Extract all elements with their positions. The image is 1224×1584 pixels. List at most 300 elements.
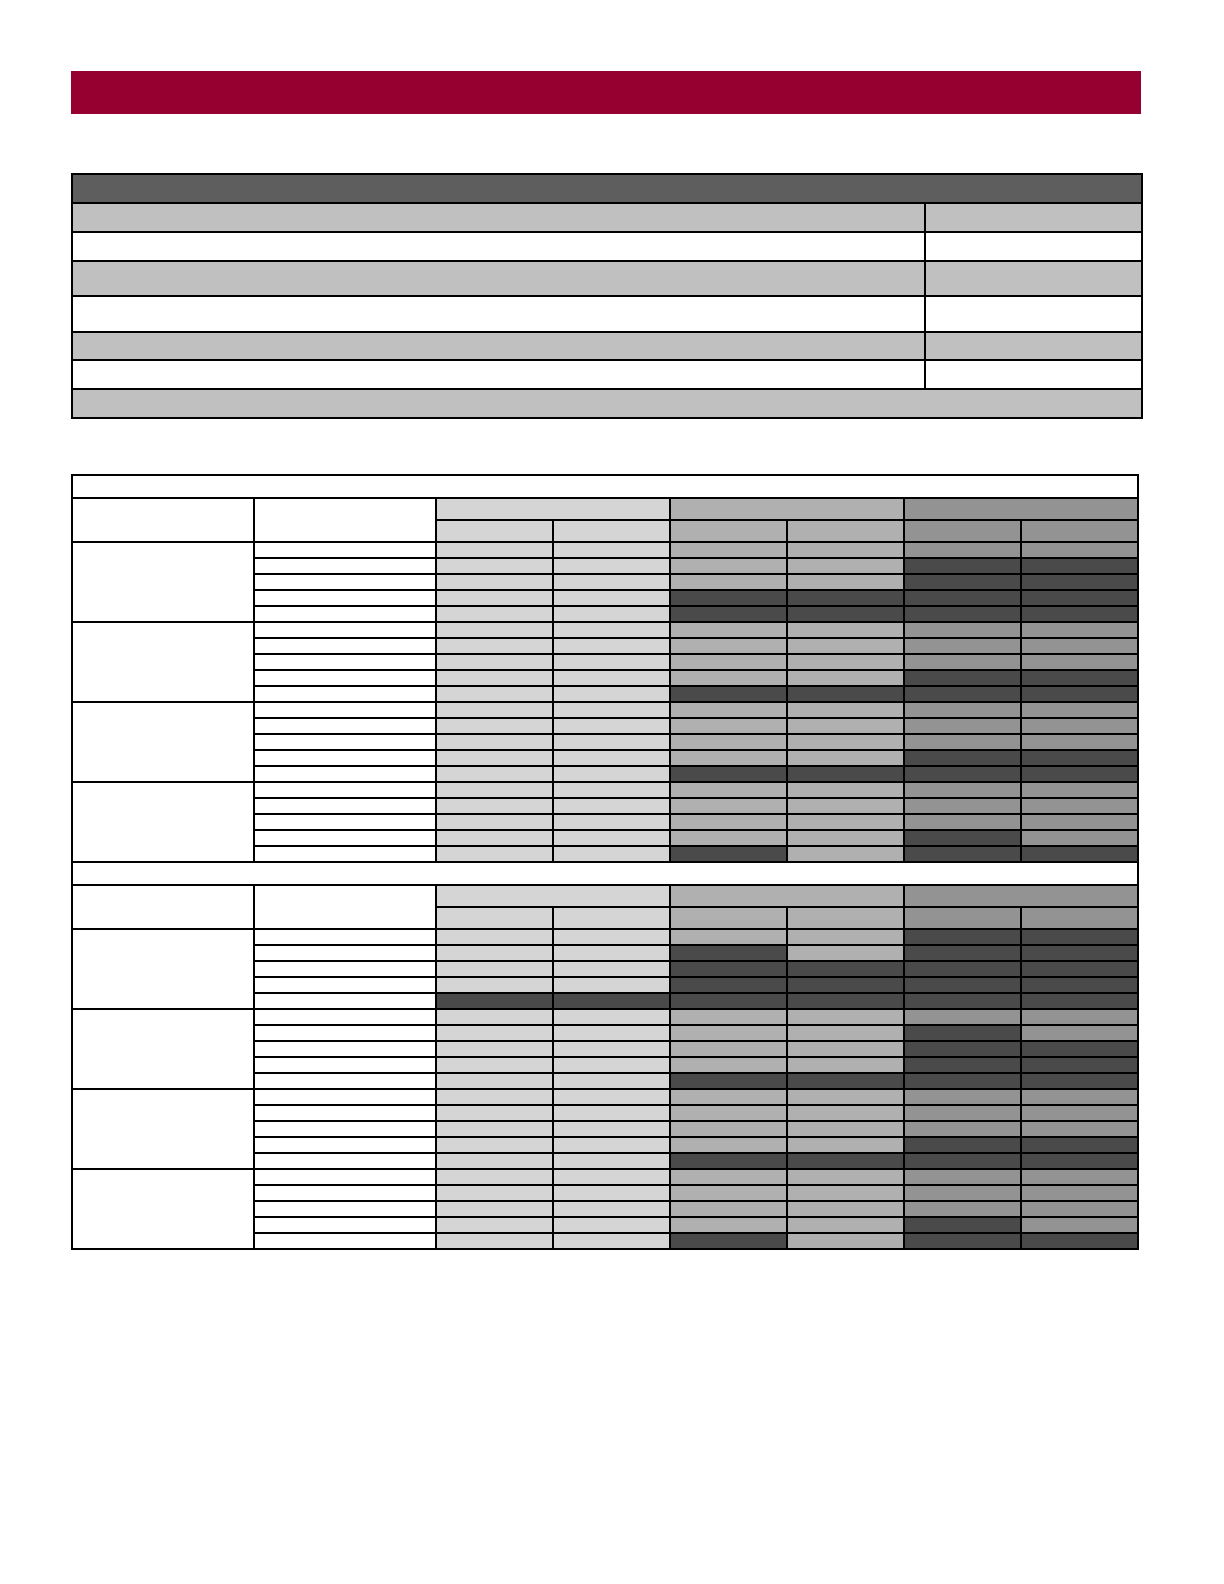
rating-cell	[1021, 1009, 1138, 1025]
rating-cell	[553, 1009, 670, 1025]
rating-cell	[1021, 1057, 1138, 1073]
rating-cell	[1021, 1105, 1138, 1121]
row-label-cell	[254, 1201, 436, 1217]
row-header-cell	[72, 498, 254, 542]
summary-table	[71, 173, 1143, 419]
rating-cell	[670, 670, 787, 686]
summary-label-cell	[72, 261, 925, 296]
summary-label-cell	[72, 360, 925, 389]
rating-cell	[670, 782, 787, 798]
row-label-cell	[254, 1233, 436, 1249]
rating-cell	[553, 830, 670, 846]
row-label-cell	[254, 1057, 436, 1073]
rating-cell	[1021, 782, 1138, 798]
section-title-cell	[72, 862, 1138, 885]
rating-cell	[787, 1025, 904, 1041]
row-label-cell	[254, 590, 436, 606]
rating-cell	[553, 766, 670, 782]
rating-cell	[670, 1153, 787, 1169]
summary-label-cell	[72, 332, 925, 360]
rating-cell	[436, 590, 553, 606]
rating-cell	[670, 1201, 787, 1217]
rating-cell	[670, 814, 787, 830]
rating-cell	[787, 977, 904, 993]
rating-cell	[436, 1009, 553, 1025]
rating-cell	[1021, 977, 1138, 993]
matrix-row	[72, 1169, 1138, 1185]
rating-cell	[787, 622, 904, 638]
rating-cell	[1021, 766, 1138, 782]
rating-cell	[670, 574, 787, 590]
rating-cell	[553, 638, 670, 654]
rating-cell	[904, 542, 1021, 558]
row-label-cell	[254, 961, 436, 977]
rating-cell	[436, 734, 553, 750]
rating-cell	[904, 670, 1021, 686]
column-subheader	[670, 520, 787, 542]
rating-cell	[787, 1009, 904, 1025]
row-label-cell	[254, 814, 436, 830]
rating-cell	[904, 574, 1021, 590]
row-label-cell	[254, 1105, 436, 1121]
rating-cell	[436, 1169, 553, 1185]
rating-cell	[436, 1025, 553, 1041]
rating-cell	[1021, 1169, 1138, 1185]
rating-cell	[436, 1137, 553, 1153]
rating-cell	[904, 929, 1021, 945]
rating-cell	[670, 1217, 787, 1233]
rating-cell	[787, 961, 904, 977]
rating-cell	[1021, 734, 1138, 750]
column-subheader	[553, 520, 670, 542]
rating-cell	[436, 670, 553, 686]
rating-cell	[553, 993, 670, 1009]
row-label-cell	[254, 606, 436, 622]
rating-cell	[904, 750, 1021, 766]
rating-cell	[1021, 686, 1138, 702]
rating-cell	[904, 1153, 1021, 1169]
section-title-row	[72, 862, 1138, 885]
rating-cell	[670, 1121, 787, 1137]
rating-cell	[553, 1169, 670, 1185]
rating-cell	[553, 686, 670, 702]
rating-cell	[436, 558, 553, 574]
rating-cell	[787, 1201, 904, 1217]
rating-cell	[787, 590, 904, 606]
rating-cell	[553, 1233, 670, 1249]
rating-cell	[904, 1073, 1021, 1089]
rating-cell	[787, 814, 904, 830]
column-subheader	[787, 520, 904, 542]
rating-cell	[553, 1217, 670, 1233]
column-group-header	[904, 885, 1138, 907]
summary-value-cell	[925, 332, 1142, 360]
matrix-row	[72, 542, 1138, 558]
rating-cell	[904, 558, 1021, 574]
rating-cell	[1021, 590, 1138, 606]
rating-cell	[904, 814, 1021, 830]
summary-label-cell	[72, 232, 925, 261]
row-label-cell	[254, 638, 436, 654]
section-title-row	[72, 475, 1138, 498]
row-group-label-cell	[72, 1009, 254, 1089]
row-label-cell	[254, 1121, 436, 1137]
rating-cell	[1021, 558, 1138, 574]
rating-cell	[670, 606, 787, 622]
rating-cell	[787, 702, 904, 718]
rating-cell	[436, 750, 553, 766]
section-title-cell	[72, 475, 1138, 498]
rating-cell	[553, 670, 670, 686]
rating-cell	[670, 1185, 787, 1201]
rating-cell	[670, 977, 787, 993]
row-label-cell	[254, 977, 436, 993]
row-group-label-cell	[72, 929, 254, 1009]
rating-cell	[553, 846, 670, 862]
rating-cell	[904, 1025, 1021, 1041]
rating-cell	[670, 993, 787, 1009]
rating-cell	[904, 622, 1021, 638]
rating-cell	[787, 798, 904, 814]
rating-cell	[436, 542, 553, 558]
rating-cell	[1021, 1073, 1138, 1089]
row-label-cell	[254, 846, 436, 862]
row-label-cell	[254, 766, 436, 782]
rating-cell	[553, 1089, 670, 1105]
summary-row	[72, 261, 1142, 296]
rating-cell	[436, 622, 553, 638]
rating-cell	[436, 814, 553, 830]
rating-cell	[553, 574, 670, 590]
rating-cell	[904, 945, 1021, 961]
rating-cell	[787, 782, 904, 798]
rating-cell	[670, 686, 787, 702]
column-group-header	[904, 498, 1138, 520]
matrix-row	[72, 1089, 1138, 1105]
rating-cell	[787, 929, 904, 945]
rating-cell	[787, 1153, 904, 1169]
summary-value-cell	[925, 360, 1142, 389]
rating-cell	[670, 945, 787, 961]
column-group-header	[436, 885, 670, 907]
row-label-cell	[254, 945, 436, 961]
rating-cell	[904, 782, 1021, 798]
rating-cell	[553, 1185, 670, 1201]
rating-cell	[436, 1041, 553, 1057]
rating-cell	[436, 1105, 553, 1121]
row-label-cell	[254, 558, 436, 574]
rating-cell	[553, 1073, 670, 1089]
rating-cell	[553, 718, 670, 734]
column-subheader	[553, 907, 670, 929]
rating-cell	[904, 846, 1021, 862]
matrix-row	[72, 702, 1138, 718]
rating-cell	[670, 929, 787, 945]
rating-cell	[670, 1009, 787, 1025]
rating-cell	[904, 1169, 1021, 1185]
rating-cell	[904, 1233, 1021, 1249]
column-group-header	[436, 498, 670, 520]
column-subheader	[904, 520, 1021, 542]
row-subheader-cell	[254, 885, 436, 929]
rating-cell	[1021, 1153, 1138, 1169]
rating-cell	[904, 686, 1021, 702]
rating-cell	[787, 1137, 904, 1153]
summary-value-cell	[925, 232, 1142, 261]
rating-cell	[670, 1073, 787, 1089]
row-label-cell	[254, 993, 436, 1009]
rating-cell	[1021, 574, 1138, 590]
rating-cell	[553, 1025, 670, 1041]
rating-cell	[787, 1185, 904, 1201]
rating-cell	[787, 846, 904, 862]
rating-cell	[787, 1217, 904, 1233]
rating-cell	[1021, 1233, 1138, 1249]
rating-cell	[1021, 638, 1138, 654]
rating-cell	[553, 1121, 670, 1137]
rating-cell	[436, 1073, 553, 1089]
rating-cell	[1021, 830, 1138, 846]
matrix-row	[72, 929, 1138, 945]
rating-cell	[1021, 1217, 1138, 1233]
rating-cell	[436, 782, 553, 798]
row-subheader-cell	[254, 498, 436, 542]
rating-cell	[787, 670, 904, 686]
summary-row	[72, 332, 1142, 360]
row-label-cell	[254, 542, 436, 558]
rating-cell	[670, 638, 787, 654]
rating-cell	[904, 1057, 1021, 1073]
row-label-cell	[254, 750, 436, 766]
summary-value-cell	[925, 296, 1142, 332]
rating-cell	[436, 830, 553, 846]
rating-cell	[436, 846, 553, 862]
rating-cell	[436, 686, 553, 702]
rating-cell	[787, 945, 904, 961]
rating-cell	[670, 558, 787, 574]
rating-cell	[436, 1089, 553, 1105]
summary-label-cell	[72, 296, 925, 332]
rating-cell	[670, 590, 787, 606]
rating-cell	[1021, 846, 1138, 862]
row-label-cell	[254, 622, 436, 638]
rating-cell	[553, 702, 670, 718]
column-subheader	[436, 907, 553, 929]
row-group-label-cell	[72, 1169, 254, 1249]
row-label-cell	[254, 734, 436, 750]
rating-cell	[1021, 1137, 1138, 1153]
column-group-header-row	[72, 498, 1138, 520]
rating-cell	[436, 606, 553, 622]
rating-cell	[904, 1217, 1021, 1233]
summary-row	[72, 203, 1142, 232]
rating-cell	[670, 1089, 787, 1105]
rating-cell	[553, 782, 670, 798]
rating-cell	[436, 638, 553, 654]
row-label-cell	[254, 1073, 436, 1089]
summary-row	[72, 232, 1142, 261]
rating-cell	[787, 750, 904, 766]
rating-cell	[553, 606, 670, 622]
rating-cell	[1021, 750, 1138, 766]
row-group-label-cell	[72, 702, 254, 782]
row-label-cell	[254, 1009, 436, 1025]
rating-cell	[670, 961, 787, 977]
rating-cell	[436, 1233, 553, 1249]
rating-cell	[553, 734, 670, 750]
rating-cell	[436, 798, 553, 814]
rating-cell	[1021, 702, 1138, 718]
rating-cell	[1021, 1089, 1138, 1105]
rating-cell	[670, 718, 787, 734]
rating-cell	[553, 1057, 670, 1073]
rating-cell	[1021, 1041, 1138, 1057]
rating-cell	[553, 1153, 670, 1169]
rating-cell	[1021, 1185, 1138, 1201]
rating-cell	[787, 606, 904, 622]
rating-cell	[1021, 606, 1138, 622]
rating-cell	[787, 1073, 904, 1089]
rating-cell	[1021, 961, 1138, 977]
row-label-cell	[254, 686, 436, 702]
row-label-cell	[254, 654, 436, 670]
summary-header-row	[72, 174, 1142, 203]
rating-matrix-table	[71, 474, 1139, 1250]
row-group-label-cell	[72, 1089, 254, 1169]
rating-cell	[904, 830, 1021, 846]
rating-cell	[553, 929, 670, 945]
rating-cell	[1021, 670, 1138, 686]
rating-cell	[553, 750, 670, 766]
rating-cell	[553, 798, 670, 814]
rating-cell	[904, 961, 1021, 977]
rating-cell	[787, 558, 904, 574]
rating-cell	[1021, 1025, 1138, 1041]
rating-cell	[904, 1121, 1021, 1137]
summary-header	[72, 174, 1142, 203]
rating-cell	[904, 1009, 1021, 1025]
rating-cell	[553, 814, 670, 830]
column-subheader	[787, 907, 904, 929]
summary-row	[72, 296, 1142, 332]
rating-cell	[670, 542, 787, 558]
rating-cell	[787, 1041, 904, 1057]
rating-cell	[904, 1105, 1021, 1121]
rating-cell	[670, 1041, 787, 1057]
rating-cell	[787, 1089, 904, 1105]
rating-cell	[787, 686, 904, 702]
rating-cell	[670, 734, 787, 750]
row-group-label-cell	[72, 622, 254, 702]
rating-cell	[787, 638, 904, 654]
rating-cell	[904, 734, 1021, 750]
rating-cell	[904, 977, 1021, 993]
row-header-cell	[72, 885, 254, 929]
rating-cell	[904, 1089, 1021, 1105]
rating-cell	[1021, 1121, 1138, 1137]
page-banner	[71, 71, 1141, 114]
rating-cell	[787, 574, 904, 590]
rating-cell	[1021, 622, 1138, 638]
row-label-cell	[254, 574, 436, 590]
rating-cell	[904, 702, 1021, 718]
summary-footer-row	[72, 389, 1142, 418]
rating-cell	[904, 798, 1021, 814]
column-group-header	[670, 498, 904, 520]
summary-value-cell	[925, 261, 1142, 296]
rating-cell	[1021, 718, 1138, 734]
rating-cell	[670, 830, 787, 846]
rating-cell	[904, 993, 1021, 1009]
column-subheader	[1021, 520, 1138, 542]
rating-cell	[904, 638, 1021, 654]
rating-cell	[436, 1153, 553, 1169]
row-label-cell	[254, 702, 436, 718]
rating-cell	[904, 1041, 1021, 1057]
row-label-cell	[254, 718, 436, 734]
row-label-cell	[254, 1153, 436, 1169]
summary-label-cell	[72, 203, 925, 232]
rating-cell	[436, 961, 553, 977]
row-label-cell	[254, 670, 436, 686]
row-label-cell	[254, 1169, 436, 1185]
rating-cell	[670, 750, 787, 766]
row-label-cell	[254, 830, 436, 846]
rating-cell	[553, 542, 670, 558]
rating-cell	[670, 846, 787, 862]
rating-cell	[670, 1137, 787, 1153]
rating-cell	[670, 622, 787, 638]
rating-cell	[904, 1185, 1021, 1201]
rating-cell	[553, 558, 670, 574]
rating-cell	[436, 1217, 553, 1233]
row-group-label-cell	[72, 542, 254, 622]
row-label-cell	[254, 929, 436, 945]
rating-cell	[553, 945, 670, 961]
rating-cell	[904, 1137, 1021, 1153]
rating-cell	[1021, 945, 1138, 961]
rating-cell	[436, 929, 553, 945]
rating-cell	[1021, 929, 1138, 945]
summary-value-cell	[925, 203, 1142, 232]
row-label-cell	[254, 782, 436, 798]
row-group-label-cell	[72, 782, 254, 862]
rating-cell	[436, 766, 553, 782]
rating-cell	[436, 654, 553, 670]
rating-cell	[553, 1041, 670, 1057]
column-subheader	[436, 520, 553, 542]
summary-row	[72, 360, 1142, 389]
rating-cell	[904, 606, 1021, 622]
rating-cell	[904, 718, 1021, 734]
rating-cell	[787, 993, 904, 1009]
rating-cell	[904, 590, 1021, 606]
rating-cell	[787, 1105, 904, 1121]
rating-cell	[1021, 1201, 1138, 1217]
rating-cell	[670, 766, 787, 782]
column-subheader	[670, 907, 787, 929]
rating-cell	[787, 1233, 904, 1249]
rating-cell	[787, 766, 904, 782]
rating-cell	[1021, 814, 1138, 830]
rating-cell	[904, 654, 1021, 670]
rating-cell	[670, 1057, 787, 1073]
rating-cell	[787, 1169, 904, 1185]
column-subheader	[904, 907, 1021, 929]
rating-cell	[670, 654, 787, 670]
rating-cell	[436, 945, 553, 961]
column-group-header-row	[72, 885, 1138, 907]
